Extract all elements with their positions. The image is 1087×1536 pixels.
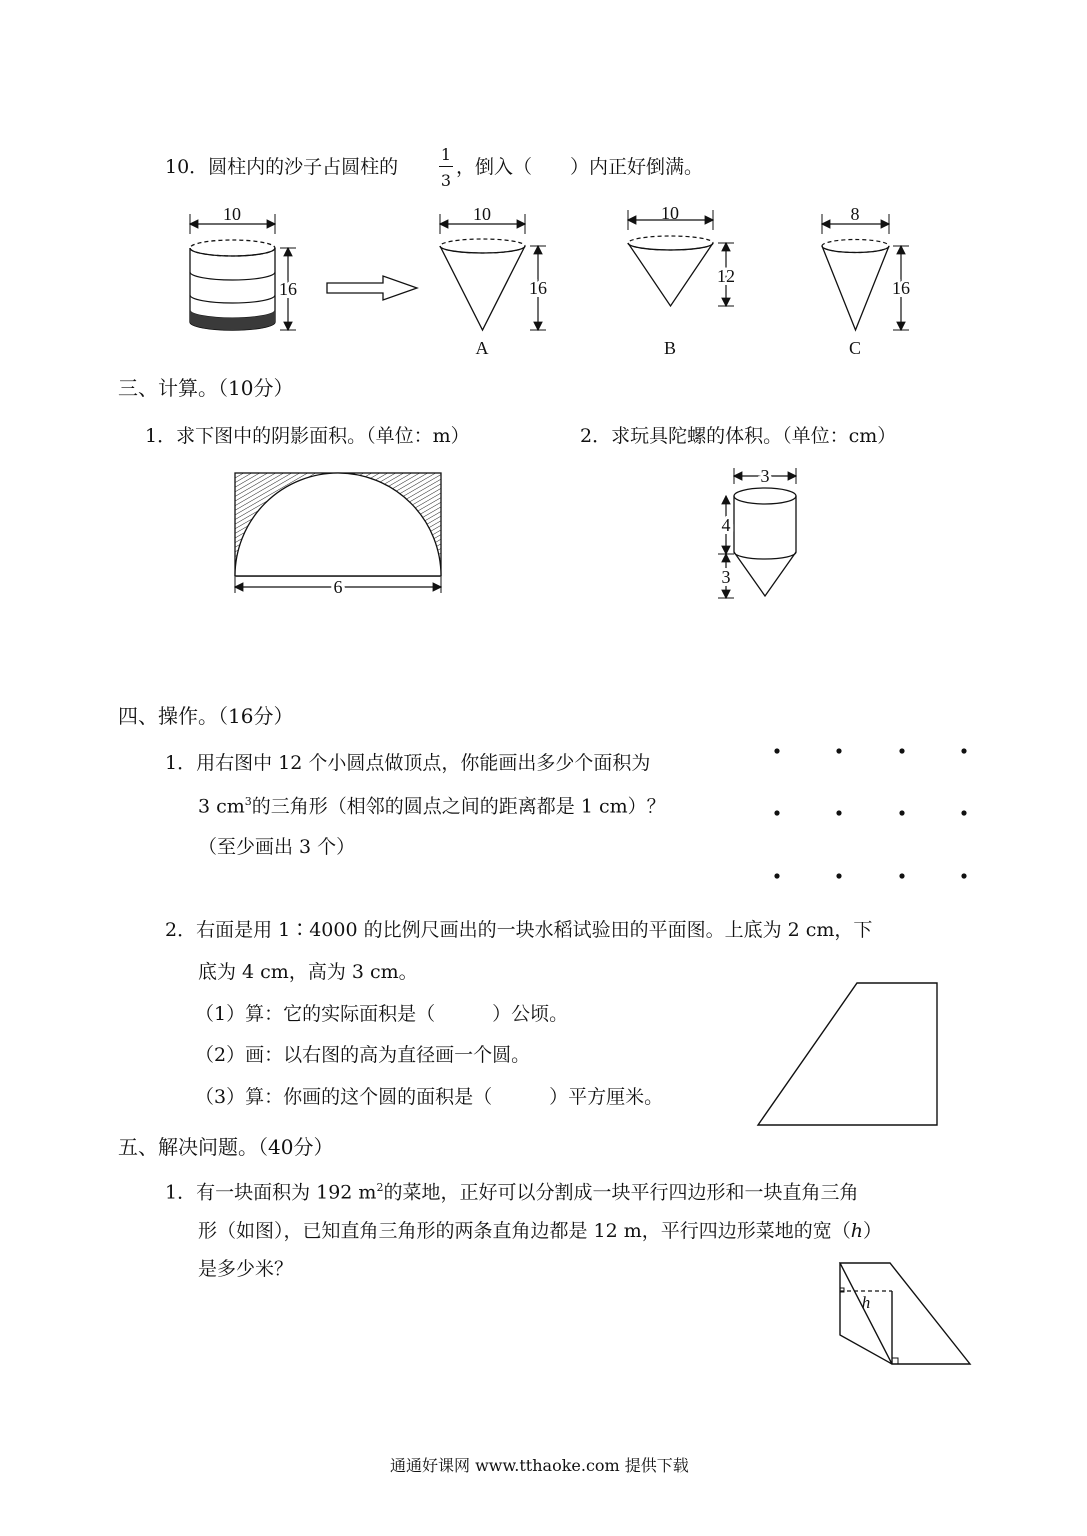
section4-q1-line1: 1．用右图中 12 个小圆点做顶点，你能画出多少个面积为 <box>165 752 651 774</box>
section4-title: 四、操作。（16分） <box>118 704 294 728</box>
q10-fraction-bar <box>439 166 453 167</box>
section4-q2-sub3: （3）算：你画的这个圆的面积是（ ）平方厘米。 <box>195 1086 664 1108</box>
section5-q1-line2 <box>198 1222 882 1241</box>
spinning-top-cone-height: 3 <box>721 567 731 587</box>
q10-cone-a-diameter: 10 <box>473 204 491 224</box>
section4-q2-line2: 底为 4 cm，高为 3 cm。 <box>198 961 418 983</box>
q10-cylinder-height: 16 <box>279 279 297 299</box>
section4-q1-line3: （至少画出 3 个） <box>198 836 356 858</box>
section4-q2-sub2: （2）画：以右图的高为直径画一个圆。 <box>195 1044 531 1066</box>
q10-cone-b-label: B <box>663 338 677 358</box>
section5-q1-line3: 是多少米？ <box>198 1258 294 1280</box>
section3-q1-text: 1．求下图中的阴影面积。（单位：m） <box>145 425 470 447</box>
q10-cylinder-diameter: 10 <box>223 204 241 224</box>
trapezoid-figure <box>750 975 950 1135</box>
q10-cone-c-diameter: 8 <box>850 204 860 224</box>
spinning-top-cylinder-height: 4 <box>721 515 731 535</box>
footer-text: 通通好课网 www.tthaoke.com 提供下载 <box>390 1456 689 1475</box>
section4-q2-sub1: （1）算：它的实际面积是（ ）公顷。 <box>195 1003 569 1025</box>
section3-q2-text: 2．求玩具陀螺的体积。（单位：cm） <box>580 425 897 447</box>
q10-cone-b-height: 12 <box>717 266 735 286</box>
q10-cone-c-label: C <box>848 338 862 358</box>
q10-prefix: 10．圆柱内的沙子占圆柱的 <box>165 156 399 178</box>
q10-cone-b-diameter: 10 <box>661 203 679 223</box>
shaded-area-width: 6 <box>333 577 343 597</box>
dot-grid <box>765 740 985 890</box>
section4-q2-line1: 2．右面是用 1∶4000 的比例尺画出的一块水稻试验田的平面图。上底为 2 cm，下 <box>165 919 873 941</box>
q10-fraction-numerator: 1 <box>440 145 452 164</box>
section5-q1-line1 <box>165 1182 858 1202</box>
q10-cone-c-height: 16 <box>892 278 910 298</box>
section5-q1-sup: 2 <box>376 1181 384 1194</box>
section5-q1-line1-a: 1．有一块面积为 192 m <box>165 1181 377 1204</box>
q10-cone-a-label: A <box>475 338 489 358</box>
shaded-area-figure <box>225 465 455 605</box>
q10-cone-b-figure <box>618 200 748 365</box>
section5-q1-line2-h: h <box>850 1220 864 1242</box>
q10-cone-a-figure <box>430 200 560 365</box>
q10-cone-c-figure <box>812 200 932 365</box>
spinning-top-figure <box>712 462 812 612</box>
section4-q1-unit: 3 cm <box>198 795 245 818</box>
q10-cylinder-figure <box>180 200 310 340</box>
q10-arrow-icon <box>325 274 420 304</box>
section5-q1-line1-b: 的菜地，正好可以分割成一块平行四边形和一块直角三角 <box>383 1181 859 1204</box>
field-figure <box>830 1255 980 1375</box>
field-h-label: h <box>861 1293 871 1312</box>
section4-q1-unit-sup: 3 <box>244 795 252 808</box>
spinning-top-diameter: 3 <box>760 466 770 486</box>
q10-fraction-denominator: 3 <box>440 171 452 190</box>
q10-suffix: ，倒入（ ）内正好倒满。 <box>456 156 704 178</box>
section5-q1-line2-a: 形（如图），已知直角三角形的两条直角边都是 12 m，平行四边形菜地的宽（ <box>198 1220 851 1242</box>
section4-q1-line2 <box>198 796 666 816</box>
q10-cone-a-height: 16 <box>529 278 547 298</box>
section5-title: 五、解决问题。（40分） <box>118 1135 334 1159</box>
section5-q1-line2-b: ） <box>863 1220 883 1242</box>
section3-title: 三、计算。（10分） <box>118 376 294 400</box>
section4-q1-line2-rest: 的三角形（相邻的圆点之间的距离都是 1 cm）？ <box>251 795 666 818</box>
